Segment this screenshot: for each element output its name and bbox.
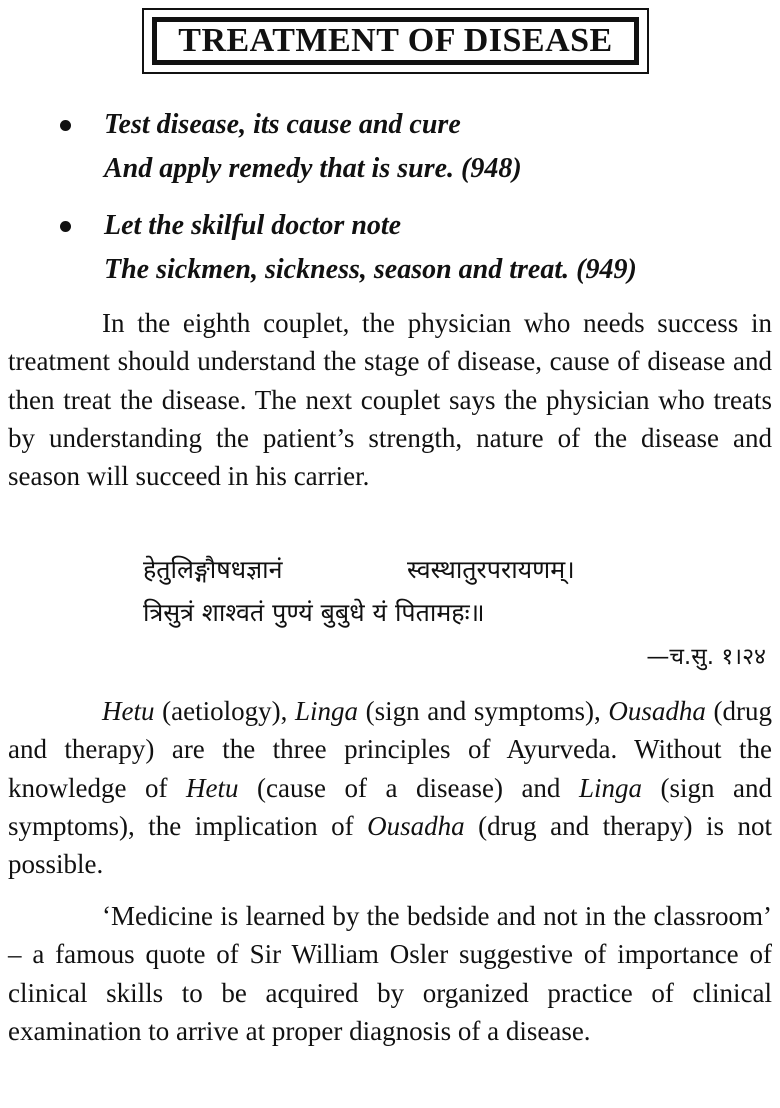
paragraph-osler-quote: ‘Medicine is learned by the bedside and not in the classroom’ – a famous quote of Sir William Osler suggestive of importance of clinical skills to be acquired by organized practice of clinical examination to arrive at proper diagnosis of a disease. [8, 901, 772, 1046]
title-inner-frame [152, 17, 639, 65]
sanskrit-line-2: त्रिसुत्रं शाश्वतं पुण्यं बुबुधे यं पितामहः॥ [143, 598, 485, 627]
couplet-948-line-1: Test disease, its cause and cure [104, 109, 461, 140]
term-ousadha: Ousadha [367, 810, 465, 841]
para2-text-6: (drug and therapy) is not possible. [8, 810, 772, 880]
page-title: TREATMENT OF DISEASE [178, 22, 613, 59]
term-linga: Linga [294, 696, 359, 726]
sanskrit-line-1b: स्वस्थातुरपरायणम्। [407, 555, 575, 584]
bullet-icon [60, 120, 71, 131]
term-ousadha: Ousadha [608, 696, 706, 726]
title-box [142, 8, 649, 74]
couplet-949-line-2: The sickmen, sickness, season and treat. (949) [104, 254, 637, 285]
paragraph-intro: In the eighth couplet, the physician who needs success in treatment should understand the stage of disease, cause of disease and then treat the disease. The next couplet says the physician who treats by understanding the patient’s strength, nature of the disease and season will succeed in his carrier. [8, 308, 772, 492]
para2-text-5: (sign and symptoms), the implication of [8, 772, 772, 841]
bullet-icon [60, 221, 71, 232]
para2-text-3: (drug and therapy) are the three principles of Ayurveda. Without the knowledge of [8, 696, 772, 803]
sanskrit-reference: —च.सु. १।२४ [646, 644, 766, 670]
para2-text-1: (aetiology), [154, 696, 295, 726]
paragraph-principles [8, 692, 772, 883]
para2-text-4: (cause of a disease) and [238, 772, 579, 803]
couplet-948-line-2: And apply remedy that is sure. (948) [104, 153, 522, 184]
sanskrit-line-1a: हेतुलिङ्गौषधज्ञानं [143, 555, 283, 584]
term-hetu: Hetu [102, 696, 155, 726]
term-linga: Linga [578, 772, 642, 803]
term-hetu: Hetu [186, 772, 239, 803]
couplet-949-line-1: Let the skilful doctor note [104, 210, 402, 241]
para2-text-2: (sign and symptoms), [358, 696, 609, 726]
